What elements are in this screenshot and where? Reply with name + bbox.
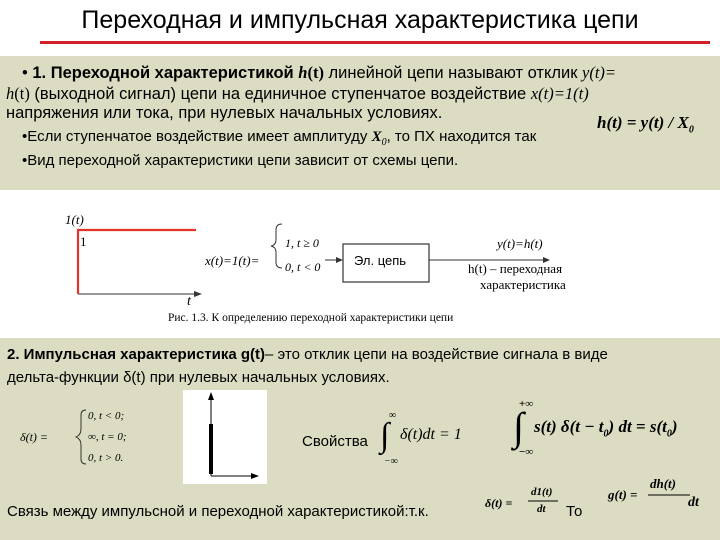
h-label-2: характеристика: [480, 277, 566, 292]
formula-h-over-x0: [597, 113, 694, 135]
delta-def-left: δ(t) =: [20, 430, 49, 444]
paragraph-impulse-line2: дельта-функции δ(t) при нулевых начальных условиях.: [7, 369, 390, 386]
then-label: То: [566, 503, 583, 520]
f2-numerator: dh(t): [650, 476, 676, 491]
f1-numerator: d1(t): [531, 486, 553, 498]
f1-denominator: dt: [537, 503, 546, 515]
x-definition: x(t)=1(t)=: [205, 253, 260, 268]
paragraph-amplitude: [22, 126, 536, 153]
f2-left: g(t) =: [608, 487, 638, 502]
int2-upper: +∞: [519, 398, 534, 410]
paragraph-transient-line3: напряжения или тока, при нулевых начальных условиях.: [6, 104, 443, 122]
symbol-h: h: [6, 84, 15, 103]
int2-body-text: s(t) δ(t − t: [534, 417, 604, 436]
text: , то ПХ находится так: [386, 128, 537, 145]
paragraph-depends: •Вид переходной характеристики цепи зависит от схемы цепи.: [22, 152, 459, 169]
symbol-t: (t): [14, 84, 30, 103]
symbol-y: y(t)=: [582, 63, 617, 82]
int2-sub: 0: [603, 428, 609, 440]
step-x-label: t: [187, 294, 191, 309]
figure-caption: Рис. 1.3. К определению переходной характеристики цепи: [168, 312, 454, 324]
definition-panel-transient: [0, 56, 720, 190]
properties-label: Свойства: [302, 433, 368, 450]
int2-body: [534, 417, 678, 439]
delta-plot-y-arrow: [208, 392, 214, 400]
output-label: y(t)=h(t): [497, 236, 543, 251]
circuit-box-label: Эл. цепь: [354, 253, 407, 268]
bullet: •: [22, 64, 28, 82]
int2-sign: ∫: [513, 404, 524, 449]
input-arrow: [336, 257, 343, 263]
symbol-x: x: [530, 84, 539, 103]
text: линейной цепи называют отклик: [323, 64, 583, 82]
f2-bar: [648, 494, 690, 496]
formula-text: h(t) = y(t) / X: [597, 113, 689, 132]
int1-body: δ(t)dt = 1: [400, 426, 462, 443]
formula-sub: 0: [688, 124, 694, 136]
int2-lower: −∞: [519, 446, 534, 458]
step-x-arrow: [194, 291, 202, 297]
int1-sign: ∫: [380, 417, 390, 454]
delta-case-1: 0, t < 0;: [88, 410, 125, 422]
step-one-label: 1: [80, 234, 87, 249]
int1-lower: −∞: [384, 456, 398, 467]
f2-denominator: dt: [688, 495, 699, 510]
term-impulse: 2. Импульсная характеристика g(t): [7, 346, 266, 363]
h-label: h(t) – переходная: [468, 261, 563, 276]
paragraph-transient-line2: [6, 83, 589, 105]
delta-case-2: ∞, t = 0;: [88, 431, 127, 443]
int2-end: ): [671, 417, 678, 436]
delta-plot: [183, 390, 267, 484]
int2-rest-text: ) dt = s(t: [608, 417, 667, 436]
delta-plot-x-arrow: [251, 473, 259, 479]
title-underline: [40, 41, 710, 44]
delta-impulse-bar: [209, 424, 213, 474]
step-y-label: 1(t): [65, 212, 84, 227]
int2-sub2: 0: [666, 428, 672, 440]
symbol-x0: X: [371, 129, 382, 145]
page-title: Переходная и импульсная характеристика цепи: [81, 6, 639, 34]
text: (выходной сигнал) цепи на единичное ступенчатое воздействие: [29, 85, 531, 103]
symbol-step: (t)=1(t): [538, 84, 589, 103]
text: – это отклик цепи на воздействие сигнала в виде: [265, 346, 608, 363]
case-zero: 0, t < 0: [285, 260, 321, 274]
f1-bar: [528, 500, 558, 502]
int1-upper: ∞: [389, 410, 397, 421]
symbol-h: h: [298, 63, 308, 82]
definition-panel-impulse: [0, 338, 720, 540]
paragraph-impulse-line1: [7, 344, 608, 365]
symbol-t: (t): [307, 63, 324, 82]
text: •Если ступенчатое воздействие имеет амплитуду: [22, 128, 372, 145]
paragraph-transient-line1: [22, 62, 616, 84]
link-text: Связь между импульсной и переходной характеристикой:т.к.: [7, 503, 429, 520]
case-one: 1, t ≥ 0: [285, 236, 319, 250]
f1-left: δ(t) =: [485, 496, 513, 510]
term-transient: 1. Переходной характеристикой: [32, 64, 294, 82]
delta-case-3: 0, t > 0.: [88, 452, 124, 464]
symbol-x0-sub: 0: [381, 137, 387, 148]
cases-brace: [271, 224, 282, 268]
step-curve: [78, 230, 196, 294]
